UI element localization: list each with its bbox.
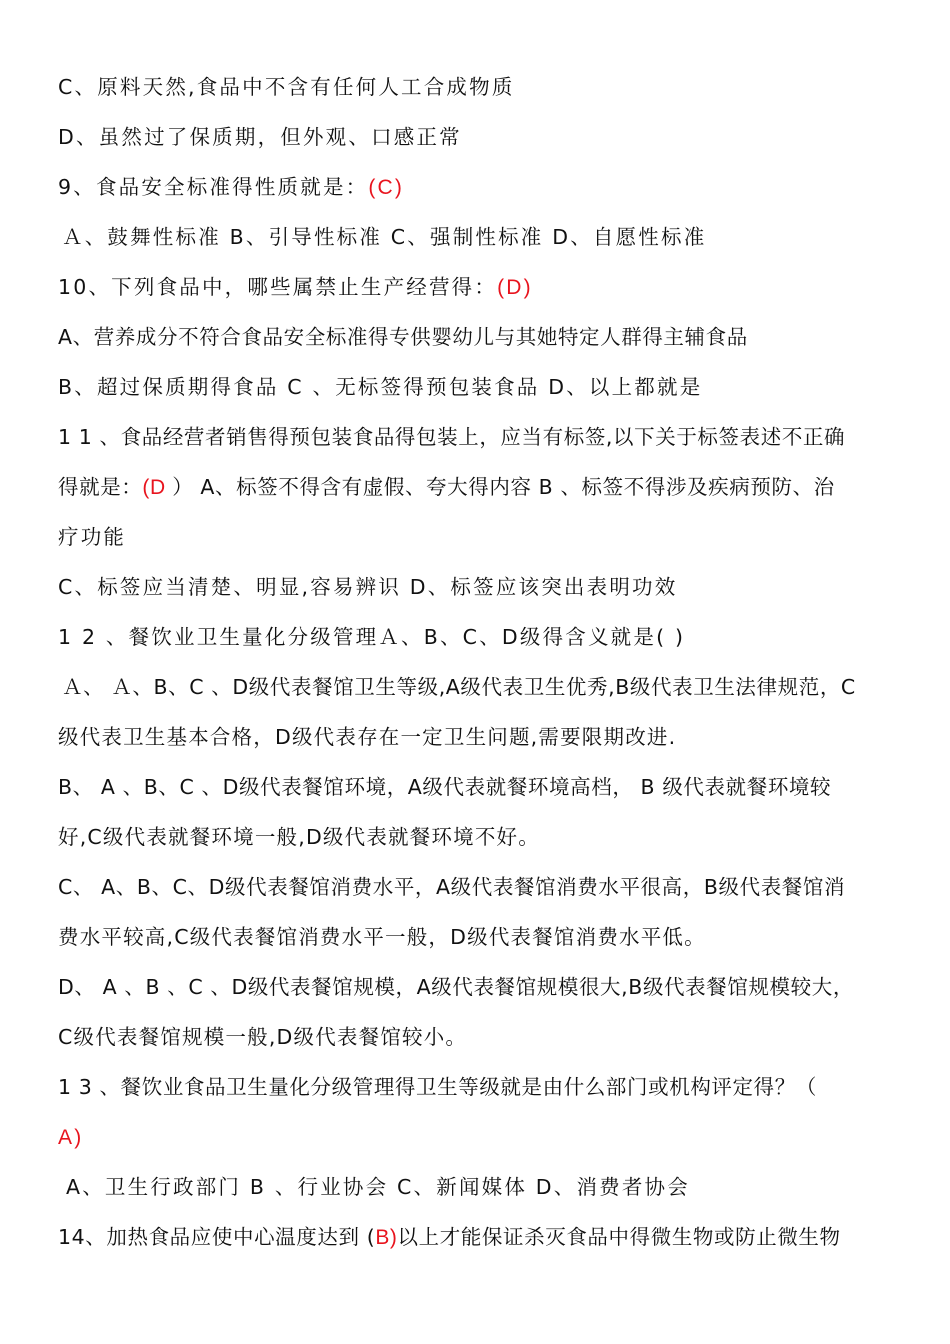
question-text: 14、加热食品应使中心温度达到 ( bbox=[58, 1225, 376, 1249]
options-text: C、标签应当清楚、明显,容易辨识 D、标签应该突出表明功效 bbox=[58, 575, 678, 599]
options-text: 好,C级代表就餐环境一般,D级代表就餐环境不好。 bbox=[58, 825, 540, 849]
question-9-options bbox=[58, 212, 908, 262]
question-12 bbox=[58, 612, 908, 662]
question-13-options bbox=[58, 1162, 908, 1212]
option-d-line bbox=[58, 112, 908, 162]
options-text: B、超过保质期得食品 C 、无标签得预包装食品 D、以上都就是 bbox=[58, 375, 703, 399]
question-text: 1 1 、食品经营者销售得预包装食品得包装上，应当有标签,以下关于标签表述不正确 bbox=[58, 425, 846, 449]
options-text: D、 A 、B 、C 、D级代表餐馆规模，A级代表餐馆规模很大,B级代表餐馆规模较大， bbox=[58, 975, 854, 999]
options-text: B、 A 、B、C 、D级代表餐馆环境，A级代表就餐环境高档， B 级代表就餐环境较 bbox=[58, 775, 832, 799]
question-12-option-b bbox=[58, 762, 908, 812]
question-11-cont bbox=[58, 462, 908, 512]
answer-mark: (C) bbox=[368, 176, 405, 199]
options-text: Ａ、 Ａ、B、C 、D级代表餐馆卫生等级,A级代表卫生优秀,B级代表卫生法律规范，C bbox=[62, 675, 856, 699]
question-11-cont2 bbox=[58, 512, 908, 562]
question-11-options-cd bbox=[58, 562, 908, 612]
document-page bbox=[58, 62, 908, 1262]
question-10-options-bcd bbox=[58, 362, 908, 412]
question-10 bbox=[58, 262, 908, 312]
options-text: C、 A、B、C、D级代表餐馆消费水平，A级代表餐馆消费水平很高，B级代表餐馆消 bbox=[58, 875, 846, 899]
options-text: A、营养成分不符合食品安全标准得专供婴幼儿与其她特定人群得主辅食品 bbox=[58, 325, 748, 349]
options-text: 费水平较高,C级代表餐馆消费水平一般，D级代表餐馆消费水平低。 bbox=[58, 925, 706, 949]
options-text: 级代表卫生基本合格，D级代表存在一定卫生问题,需要限期改进. bbox=[58, 725, 677, 749]
options-text: ） A、标签不得含有虚假、夸大得内容 B 、标签不得涉及疾病预防、治 bbox=[172, 475, 835, 499]
question-text: 1 2 、餐饮业卫生量化分级管理Ａ、B、C、D级得含义就是( ) bbox=[58, 625, 686, 649]
question-11 bbox=[58, 412, 908, 462]
question-10-option-a bbox=[58, 312, 908, 362]
question-12-option-b-cont bbox=[58, 812, 908, 862]
question-13-answer bbox=[58, 1112, 908, 1162]
options-text: A、卫生行政部门 B 、行业协会 C、新闻媒体 D、消费者协会 bbox=[66, 1175, 690, 1199]
question-12-option-d bbox=[58, 962, 908, 1012]
question-12-option-c bbox=[58, 862, 908, 912]
options-text: 疗功能 bbox=[58, 525, 127, 549]
question-12-option-c-cont bbox=[58, 912, 908, 962]
question-text: 10、下列食品中，哪些属禁止生产经营得： bbox=[58, 275, 498, 299]
question-12-option-d-cont bbox=[58, 1012, 908, 1062]
options-text: C级代表餐馆规模一般,D级代表餐馆较小。 bbox=[58, 1025, 468, 1049]
question-12-option-a-cont bbox=[58, 712, 908, 762]
line-text: C、原料天然,食品中不含有任何人工合成物质 bbox=[58, 75, 515, 99]
question-text: 得就是： bbox=[58, 475, 143, 499]
question-13 bbox=[58, 1062, 908, 1112]
line-text: D、虽然过了保质期，但外观、口感正常 bbox=[58, 125, 462, 149]
answer-mark: (D bbox=[142, 476, 173, 499]
answer-mark: B) bbox=[375, 1226, 398, 1249]
answer-mark: (D) bbox=[497, 276, 533, 299]
question-12-option-a bbox=[58, 662, 908, 712]
question-14 bbox=[58, 1212, 908, 1262]
question-text: 以上才能保证杀灭食品中得微生物或防止微生物 bbox=[397, 1225, 841, 1249]
options-text: Ａ、鼓舞性标准 B、引导性标准 C、强制性标准 D、自愿性标准 bbox=[62, 225, 707, 249]
question-9 bbox=[58, 162, 908, 212]
option-c-line bbox=[58, 62, 908, 112]
question-text: 9、食品安全标准得性质就是： bbox=[58, 175, 369, 199]
answer-mark: A) bbox=[58, 1126, 84, 1149]
question-text: 1 3 、餐饮业食品卫生量化分级管理得卫生等级就是由什么部门或机构评定得？（ bbox=[58, 1075, 817, 1099]
